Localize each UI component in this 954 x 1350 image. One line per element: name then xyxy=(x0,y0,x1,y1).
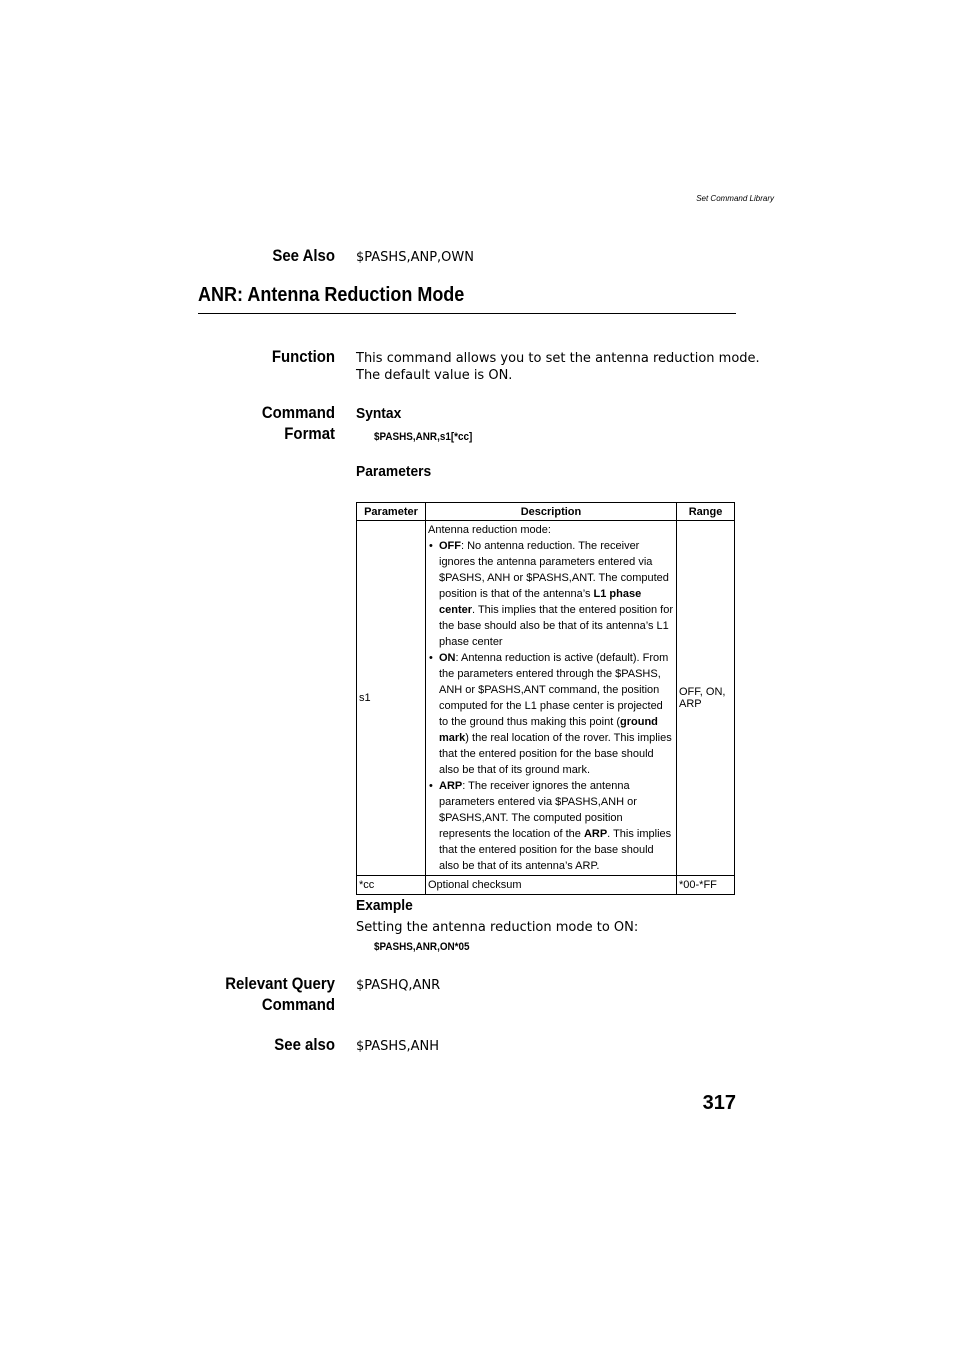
example-code: $PASHS,ANR,ON*05 xyxy=(374,941,470,953)
see-also-label: See Also xyxy=(272,246,335,265)
option-text: : Antenna reduction is active (default). From the parameters entered through the $PASHS, ANH or $PASHS,ANT command, the position computed for the L1 phase center is projected to the ground thus making this point ( xyxy=(439,652,669,728)
option-text: . This implies that the entered position for the base should also be that of its antenna’s ARP. xyxy=(439,828,672,872)
option-key: ON xyxy=(439,652,456,664)
range-cell: *00-*FF xyxy=(677,876,735,895)
description-cell: Optional checksum xyxy=(426,876,677,895)
column-header-description: Description xyxy=(426,503,677,521)
parameters-table xyxy=(356,502,735,895)
table-header-row xyxy=(357,503,735,521)
column-header-parameter: Parameter xyxy=(357,503,426,521)
running-header: Set Command Library xyxy=(696,194,774,203)
parameters-heading: Parameters xyxy=(356,463,432,480)
option-text: ) the real location of the rover. This implies that the entered position for the base should also be that of its ground mark. xyxy=(439,732,672,776)
range-cell: OFF, ON, ARP xyxy=(677,521,735,876)
table-row xyxy=(357,521,735,876)
function-label: Function xyxy=(271,347,335,366)
syntax-code: $PASHS,ANR,s1[*cc] xyxy=(374,431,473,443)
option-emphasis: ARP xyxy=(583,828,608,840)
see-also-bottom-label: See also xyxy=(274,1035,335,1054)
example-heading: Example xyxy=(356,897,413,914)
list-item xyxy=(428,778,674,874)
option-text: : The receiver ignores the antenna parameters entered via $PASHS,ANH or $PASHS,ANT. The computed position represents the location of the xyxy=(439,780,637,840)
function-line-2: The default value is ON. xyxy=(356,368,513,383)
function-line-1: This command allows you to set the antenna reduction mode. xyxy=(356,351,760,366)
option-text: : No antenna reduction. The receiver ignores the antenna parameters entered via $PASHS, ANH or $PASHS,ANT. The computed position is that of the antenna’s xyxy=(439,540,669,600)
description-cell xyxy=(426,521,677,876)
relevant-query-label-line-1: Relevant Query xyxy=(225,974,335,993)
section-title: ANR: Antenna Reduction Mode xyxy=(198,284,465,306)
syntax-heading: Syntax xyxy=(356,405,402,422)
list-item xyxy=(428,538,674,650)
option-key: ARP xyxy=(439,780,463,792)
relevant-query-label-line-2: Command xyxy=(261,995,335,1014)
description-intro: Antenna reduction mode: xyxy=(428,524,551,536)
column-header-range: Range xyxy=(677,503,735,521)
description-list xyxy=(428,538,674,874)
title-rule xyxy=(198,313,736,314)
param-cell: *cc xyxy=(357,876,426,895)
option-key: OFF xyxy=(439,540,461,552)
example-text: Setting the antenna reduction mode to ON: xyxy=(356,920,639,935)
see-also-bottom-value: $PASHS,ANH xyxy=(356,1039,439,1054)
option-text: . This implies that the entered position for the base should also be that of its antenna’s L1 phase center xyxy=(439,604,673,648)
page-number: 317 xyxy=(702,1092,736,1114)
relevant-query-value: $PASHQ,ANR xyxy=(356,978,441,993)
option-emphasis: L1 phase center xyxy=(439,588,642,616)
param-cell: s1 xyxy=(357,521,426,876)
list-item xyxy=(428,650,674,778)
see-also-value: $PASHS,ANP,OWN xyxy=(356,250,474,265)
command-format-label: Command Format xyxy=(261,403,335,443)
table-row xyxy=(357,876,735,895)
option-emphasis: ground mark xyxy=(439,716,658,744)
